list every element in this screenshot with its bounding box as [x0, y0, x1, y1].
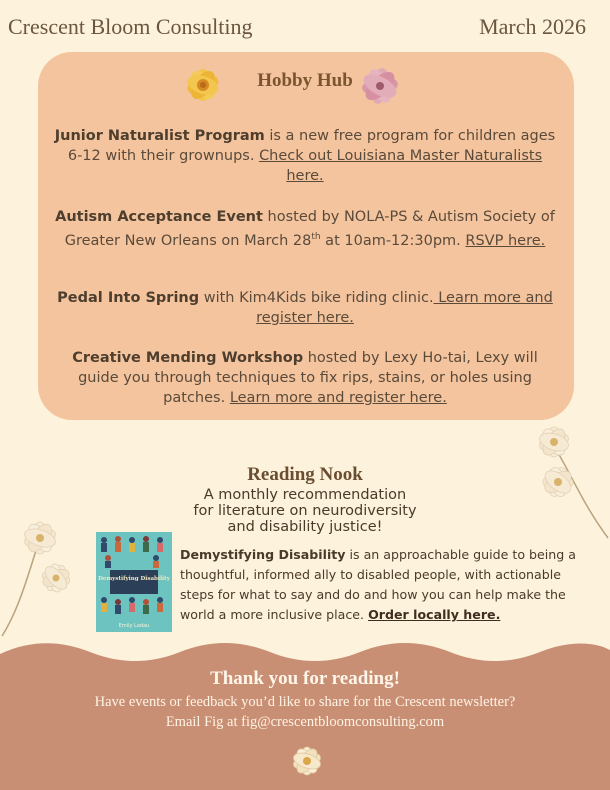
event-text: is a new free program for children ages 6-12 with their grownups.: [67, 128, 556, 164]
hobby-hub-title: Hobby Hub: [257, 70, 353, 91]
white-flower-left-icon: [0, 508, 90, 638]
event-title: Pedal Into Spring: [57, 290, 200, 306]
event-pedal-into-spring: [52, 288, 558, 328]
event-text: with Kim4Kids bike riding clinic.: [199, 290, 434, 306]
mending-register-link[interactable]: Learn more and register here.: [229, 390, 447, 406]
newsletter-date: March 2026: [479, 14, 586, 39]
subtitle-line: for literature on neurodiversity: [193, 503, 417, 519]
rsvp-link[interactable]: RSVP here.: [465, 232, 546, 249]
subtitle-line: A monthly recommendation: [203, 487, 407, 503]
pedal-register-link[interactable]: Learn more and register here.: [256, 290, 553, 326]
footer-email-line[interactable]: Email Fig at fig@crescentbloomconsulting.com: [165, 714, 445, 730]
ordinal-suffix: th: [311, 232, 321, 242]
reading-nook-title: Reading Nook: [247, 464, 363, 485]
footer-feedback-line: Have events or feedback you’d like to share for the Crescent newsletter?: [94, 694, 516, 710]
book-cover: [96, 532, 172, 632]
book-illustration-icon: [96, 532, 172, 632]
event-text: hosted by NOLA-PS & Autism Society of Greater New Orleans on March 28: [64, 209, 555, 249]
order-locally-link[interactable]: Order locally here.: [368, 607, 501, 622]
book-cover-author: Emily Ladau: [118, 623, 150, 629]
book-title: Demystifying Disability: [180, 547, 346, 562]
footer-flower-icon: [284, 738, 330, 784]
subtitle-line: and disability justice!: [227, 519, 383, 535]
event-creative-mending: [52, 348, 558, 408]
footer-thanks: Thank you for reading!: [210, 668, 400, 689]
event-text: at 10am-12:30pm.: [320, 232, 466, 249]
event-junior-naturalist: [52, 126, 558, 186]
naturalist-link[interactable]: Check out Louisiana Master Naturalists here.: [259, 148, 543, 184]
book-description: [180, 545, 590, 625]
event-title: Creative Mending Workshop: [72, 350, 304, 366]
book-text: is an approachable guide to being a thoughtful, informed ally to disabled people, with actionable steps for what to say and do and how you can help make the world a more inclusive place.: [180, 547, 576, 622]
event-text: hosted by Lexy Ho-tai, Lexy will guide you through techniques to fix rips, stains, or holes using patches.: [78, 350, 538, 406]
pink-pressed-flower-icon: [352, 58, 408, 114]
company-name: Crescent Bloom Consulting: [8, 14, 253, 39]
event-autism-acceptance: [52, 207, 558, 251]
event-title: Junior Naturalist Program: [54, 128, 265, 144]
event-title: Autism Acceptance Event: [55, 209, 263, 225]
reading-nook-subtitle: [0, 487, 610, 535]
book-cover-title: Demystifying Disability: [98, 576, 170, 582]
